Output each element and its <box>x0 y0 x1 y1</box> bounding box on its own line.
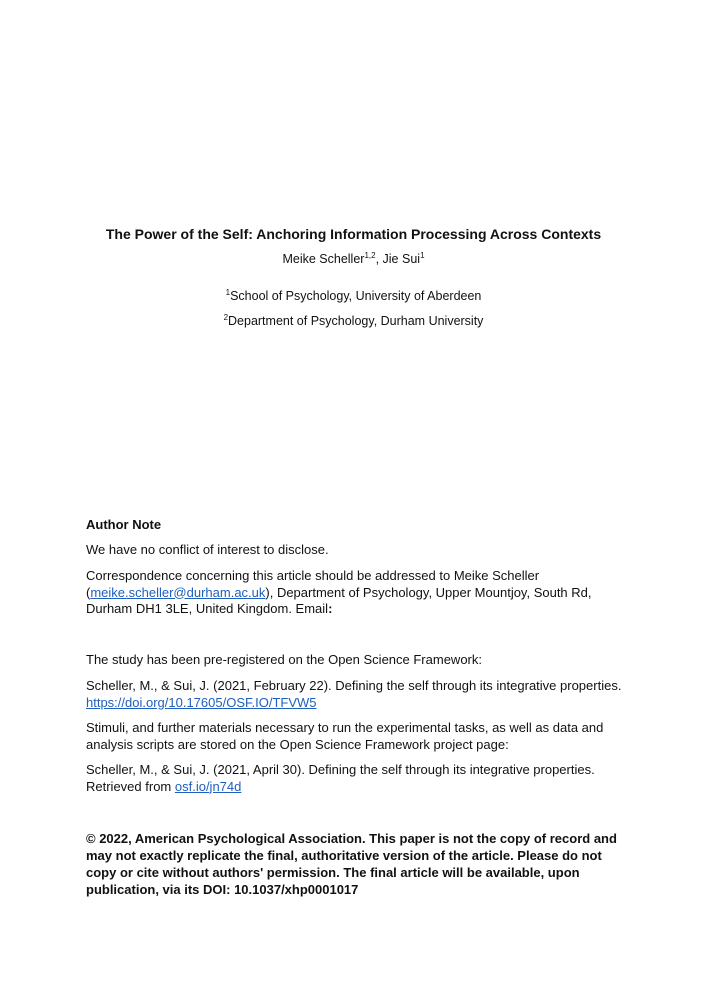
affiliation-line <box>0 313 707 329</box>
preregistration-intro: The study has been pre-registered on the Open Science Framework: <box>86 652 482 667</box>
affiliation-text: Department of Psychology, Durham University <box>228 314 484 328</box>
affiliation-marker: 1 <box>225 287 231 297</box>
reference-text: Scheller, M., & Sui, J. (2021, April 30). Defining the self through its integrative properties. Retrieved from <box>86 762 595 794</box>
author-affiliation-marker: 1 <box>420 250 425 260</box>
correspondence-text: Correspondence concerning this article should be addressed to Meike Scheller ( <box>86 568 540 600</box>
reference-entry <box>86 762 626 795</box>
conflict-of-interest-statement: We have no conflict of interest to disclose. <box>86 542 329 557</box>
correspondence-paragraph <box>86 568 626 618</box>
correspondence-text: ), Department of Psychology, Upper Mountjoy, South Rd, Durham DH1 3LE, United Kingdom. Email <box>86 584 592 616</box>
materials-paragraph: Stimuli, and further materials necessary to run the experimental tasks, as well as data and analysis scripts are stored on the Open Science Framework project page: <box>86 720 604 752</box>
author-affiliation-marker: 1,2 <box>364 250 376 260</box>
paper-title: The Power of the Self: Anchoring Information Processing Across Contexts <box>105 226 602 242</box>
reference-entry <box>86 678 626 711</box>
author-separator: , <box>375 252 383 266</box>
email-link[interactable]: meike.scheller@durham.ac.uk <box>90 584 266 600</box>
author-note-heading: Author Note <box>86 517 162 532</box>
author-name: Jie Sui <box>382 252 421 266</box>
author-name: Meike Scheller <box>282 252 365 266</box>
copyright-notice: © 2022, American Psychological Association. This paper is not the copy of record and may not exactly replicate the final, authoritative version of the article. Please do not copy or cite without authors' permission. The final article will be available, upon publication, via its DOI: 10.1037/xhp0001017 <box>86 831 617 897</box>
affiliation-marker: 2 <box>223 312 229 322</box>
affiliation-text: School of Psychology, University of Aberdeen <box>230 289 482 303</box>
reference-text: Scheller, M., & Sui, J. (2021, February 22). Defining the self through its integrative properties. <box>86 678 622 693</box>
correspondence-colon: : <box>328 601 333 616</box>
osf-link[interactable]: osf.io/jn74d <box>174 778 242 794</box>
affiliation-line <box>0 288 707 304</box>
author-line <box>0 251 707 267</box>
doi-link[interactable]: https://doi.org/10.17605/OSF.IO/TFVW5 <box>86 694 317 710</box>
